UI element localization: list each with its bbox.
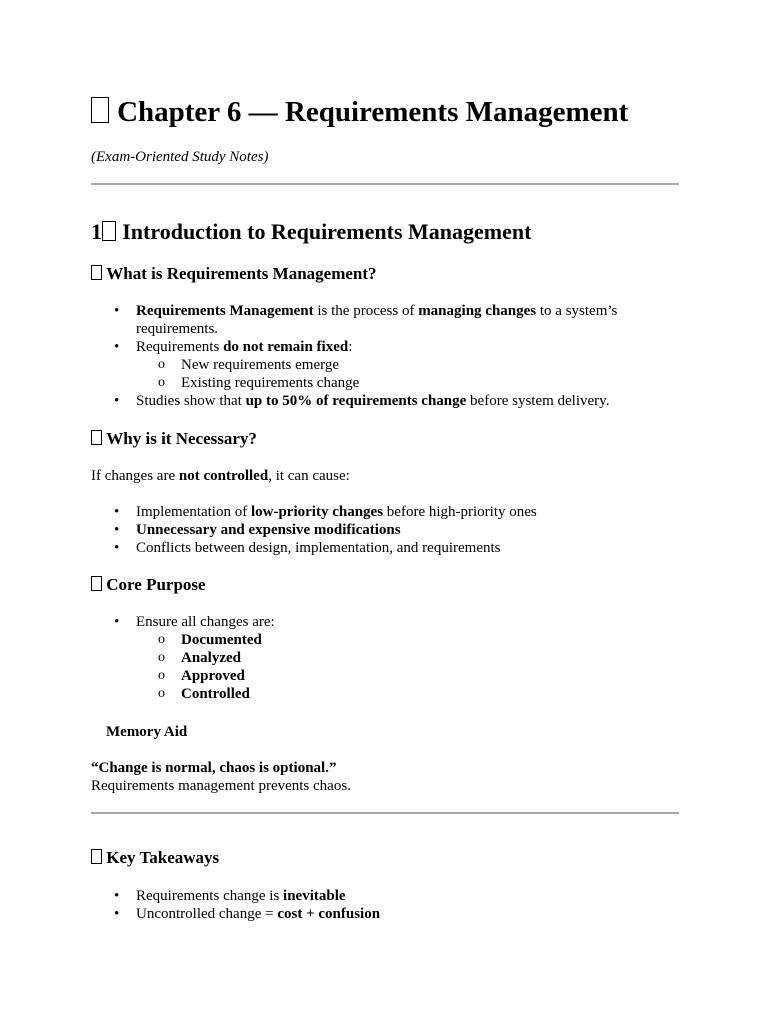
page-title: Chapter 6 — Requirements Management — [91, 94, 628, 130]
missing-glyph-icon — [91, 97, 109, 124]
why-lead: If changes are not controlled, it can cause: — [91, 468, 350, 484]
subheading-why: Why is it Necessary? — [91, 428, 257, 450]
subheading-core: Core Purpose — [91, 574, 206, 596]
sub-list — [136, 356, 679, 392]
sub-list-item: o Documented — [136, 631, 679, 649]
missing-glyph-icon — [91, 265, 102, 281]
page-subtitle: (Exam-Oriented Study Notes) — [91, 149, 269, 165]
list-item: • Conflicts between design, implementation, and requirements — [91, 539, 679, 557]
memory-aid-label: Memory Aid — [106, 724, 188, 740]
sub-list-item: o New requirements emerge — [136, 356, 679, 374]
missing-glyph-icon — [102, 221, 116, 241]
section-divider — [91, 183, 679, 185]
why-list — [91, 503, 679, 557]
list-item: • Studies show that up to 50% of requirements change before system delivery. — [91, 392, 679, 410]
list-item: • Implementation of low-priority changes before high-priority ones — [91, 503, 679, 521]
core-list — [91, 613, 679, 703]
list-item: • Ensure all changes are: o Documented o Analyzed o Approved o Controlled — [91, 613, 679, 703]
subheading-takeaways: Key Takeaways — [91, 847, 219, 869]
list-item: • Unnecessary and expensive modifications — [91, 521, 679, 539]
subheading-what: What is Requirements Management? — [91, 263, 377, 285]
sub-list-item: o Controlled — [136, 685, 679, 703]
what-list — [91, 302, 679, 410]
list-item: • Requirements change is inevitable — [91, 887, 679, 905]
takeaways-list — [91, 887, 679, 923]
list-item: • Requirements do not remain fixed: o New requirements emerge o Existing requirements change — [91, 338, 679, 392]
sub-list-item: o Analyzed — [136, 649, 679, 667]
missing-glyph-icon — [91, 576, 102, 592]
sub-list-item: o Approved — [136, 667, 679, 685]
memory-aid-text: “Change is normal, chaos is optional.” Requirements management prevents chaos. — [91, 760, 351, 794]
list-item: • Requirements Management is the process of managing changes to a system’s requirements. — [91, 302, 679, 338]
missing-glyph-icon — [91, 430, 102, 446]
sub-list — [136, 631, 679, 703]
section-divider — [91, 812, 679, 814]
sub-list-item: o Existing requirements change — [136, 374, 679, 392]
list-item: • Uncontrolled change = cost + confusion — [91, 905, 679, 923]
missing-glyph-icon — [91, 849, 102, 865]
section-heading-intro: 1 Introduction to Requirements Management — [91, 219, 532, 244]
